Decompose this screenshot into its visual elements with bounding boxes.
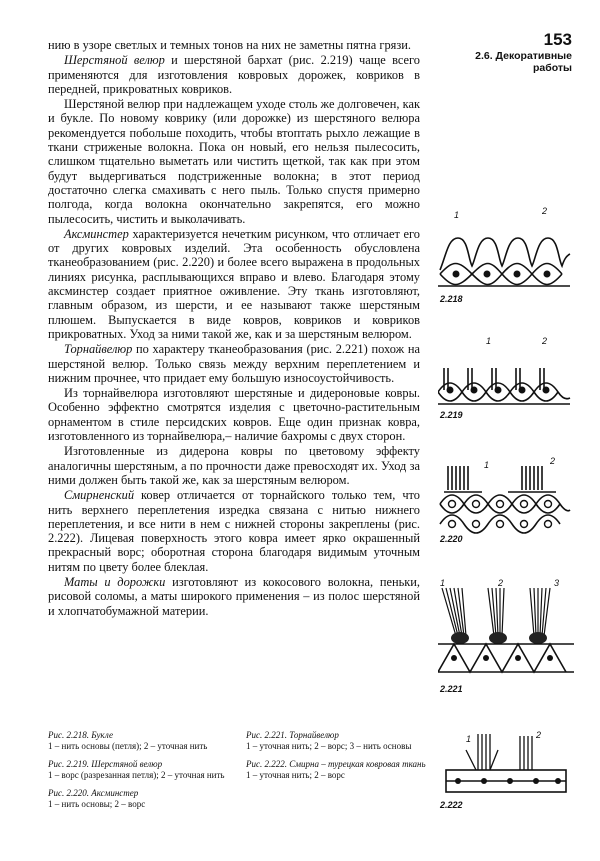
section-header: 2.6. Декоративные работы bbox=[475, 50, 572, 74]
marker-2218-2: 2 bbox=[542, 206, 548, 216]
page-number: 153 bbox=[543, 30, 572, 49]
marker-2220-1: 1 bbox=[484, 460, 490, 470]
marker-2220-2: 2 bbox=[550, 456, 556, 466]
marker-2221-2: 2 bbox=[498, 578, 504, 588]
figure-2220 bbox=[438, 456, 573, 544]
figure-label-2218: 2.218 bbox=[440, 294, 463, 304]
caption-2218: Рис. 2.218. Букле 1 – нить основы (петля); 2 – уточная нить bbox=[48, 730, 208, 751]
figure-2221 bbox=[438, 578, 578, 694]
marker-2221-1: 1 bbox=[440, 578, 446, 588]
paragraph-1: нию в узоре светлых и темных тонов на них не заметны пятна грязи. bbox=[48, 38, 411, 52]
wool-velour-drawing bbox=[438, 340, 573, 410]
tornai-velour-drawing bbox=[438, 578, 578, 686]
caption-2219: Рис. 2.219. Шерстяной велюр 1 – ворс (разрезанная петля); 2 – уточная нить bbox=[48, 759, 225, 780]
caption-2221: Рис. 2.221. Торнайвелюр 1 – уточная нить; 2 – ворс; 3 – нить основы bbox=[246, 730, 412, 751]
paragraph-9: Маты и дорожки изготовляют из кокосового волокна, пеньки, рисовой соломы, а маты широкого применения – из полос шерстяной и хлопчатобумажной материи. bbox=[48, 574, 421, 618]
body-text bbox=[48, 38, 420, 619]
caption-2222: Рис. 2.222. Смирна – турецкая ковровая ткань 1 – уточная нить; 2 – ворс bbox=[246, 759, 426, 780]
marker-2221-3: 3 bbox=[554, 578, 560, 588]
paragraph-6: Из торнайвелюра изготовляют шерстяные и дидероновые ковры. Особенно эффектно смотрятся изделия с цветочно-растительным орнаментом в стиле персидских ковров. Еще один признак ковра, изготовленного из торнайвелюра,– наличие бахромы с двух сторон. bbox=[48, 386, 420, 444]
figure-2222 bbox=[438, 730, 573, 810]
marker-2218-1: 1 bbox=[454, 210, 460, 220]
figure-label-2221: 2.221 bbox=[440, 684, 463, 694]
marker-2222-1: 1 bbox=[466, 734, 472, 744]
paragraph-2: Шерстяной велюр и шерстяной бархат (рис. 2.219) чаще всего применяются для изготовления ковровых дорожек, ковриков в передней, прикроватных ковриков. bbox=[48, 53, 421, 96]
figure-label-2220: 2.220 bbox=[440, 534, 463, 544]
marker-2222-2: 2 bbox=[536, 730, 542, 740]
caption-2220: Рис. 2.220. Аксминстер 1 – нить основы; 2 – ворс bbox=[48, 788, 146, 809]
figure-label-2222: 2.222 bbox=[440, 800, 463, 810]
paragraph-5: Торнайвелюр по характеру тканеобразования (рис. 2.221) похож на шерстяной велюр. Только связь между верхним переплетением и нижним прочнее, что придает ему большую износоустойчивость. bbox=[48, 342, 420, 385]
captions-right bbox=[246, 730, 426, 788]
captions-left bbox=[48, 730, 233, 817]
marker-2219-1: 1 bbox=[486, 336, 492, 346]
figure-2219 bbox=[438, 336, 573, 420]
paragraph-4: Аксминстер характеризуется нечетким рисунком, что отличает его от других ковровых изделий. Эта особенность обусловлена тканеобразованием (рис. 2.220) и более всего выражена в продольных линиях рисунка, расплывающихся вправо и влево. Благодаря этому аксминстер создает приятное оживление. Эту ткань изготовляют, главным образом, из шерсти, и ее называют также шерстяным плюшем. Выпускается в виде ковров, ковриков и ковриков прикроватных. Уход за ними такой же, как и за шерстяным велюром. bbox=[48, 226, 420, 341]
paragraph-7: Изготовленные из дидерона ковры по цветовому эффекту аналогичны шерстяным, а по прочности даже превосходят их. Уход за ними должен быть такой же, как за шерстяным велюром. bbox=[48, 444, 420, 487]
smyrna-weave-drawing bbox=[438, 730, 573, 802]
marker-2219-2: 2 bbox=[542, 336, 548, 346]
paragraph-8: Смирненский ковер отличается от торнайского только тем, что нить верхнего переплетения изредка связана с нитью нижнего переплетения, и все нити в нем с нижней стороны закреплены (рис. 2.222). Лицевая поверхность этого ковра имеет ярко окрашенный прекрасный ворс; оборотная сторона благодаря видимым уточным нитям по цвету более блеклая. bbox=[48, 488, 420, 574]
figure-label-2219: 2.219 bbox=[440, 410, 463, 420]
boucle-weave-drawing bbox=[438, 208, 573, 296]
paragraph-3: Шерстяной велюр при надлежащем уходе столь же долговечен, как и букле. По новому коврику (или дорожке) из шерстяного велюра рекомендуется побольше походить, чтобы втоптать рыхло лежащие в ткани стриженые волокна. Пока он новый, его нельзя пылесосить, слишком тщательно выметать или чистить щеткой, так как при этом будут выдергиваться подстриженные волокна; в этот период достаточно слегка смахивать с него пыль. Только спустя примерно полгода, когда волокна окончательно закрепятся, его можно пылесосить, чистить и выколачивать. bbox=[48, 97, 420, 226]
figure-2218 bbox=[438, 206, 573, 304]
axminster-drawing bbox=[438, 456, 573, 536]
